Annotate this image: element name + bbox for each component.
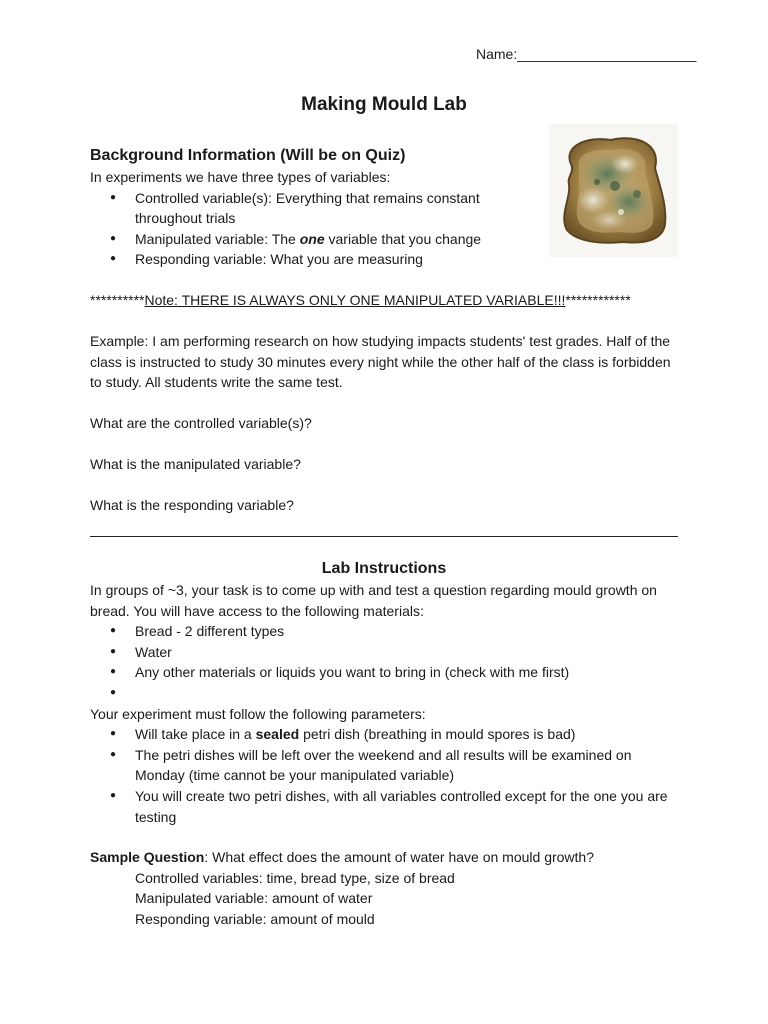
question-manipulated: What is the manipulated variable?: [90, 456, 301, 472]
background-intro: In experiments we have three types of variables:: [90, 169, 391, 185]
page-title: Making Mould Lab: [301, 94, 467, 115]
name-field-label: Name:_______________________: [476, 46, 697, 62]
important-note: [90, 290, 631, 310]
manipulated-definition-pre: Manipulated variable: The: [135, 230, 300, 247]
list-item: [90, 229, 530, 250]
list-item: ● Bread - 2 different types: [90, 621, 680, 642]
lab-instructions-heading: Lab Instructions: [321, 560, 447, 577]
sample-controlled: Controlled variables: time, bread type, size of bread: [135, 869, 455, 886]
sample-manipulated: Manipulated variable: amount of water: [135, 890, 373, 907]
section-divider: [90, 536, 678, 537]
list-item: [90, 188, 530, 229]
bread-illustration: [549, 124, 678, 257]
question-controlled: What are the controlled variable(s)?: [90, 415, 312, 431]
lab-intro: In groups of ~3, your task is to come up with and test a question regarding mould growth on bread. You will have access to the following materials:: [90, 582, 657, 619]
sample-question-text: : What effect does the amount of water have on mould growth?: [204, 849, 594, 865]
note-stars-end: ************: [565, 292, 631, 308]
sample-question: [90, 847, 680, 868]
lab-section: [90, 580, 680, 827]
example-paragraph: Example: I am performing research on how studying impacts students' test grades. Half of the class is instructed to study 30 minutes every night while the other half of the class is forbidden to study. All students write the same test.: [90, 333, 671, 391]
list-item: ● The petri dishes will be left over the weekend and all results will be examined on Monday (time cannot be your manipulated variable): [90, 745, 680, 786]
param-sealed-bold: sealed: [255, 726, 300, 743]
responding-definition: Responding variable: What you are measuring: [135, 251, 423, 268]
mouldy-bread-image: [549, 124, 678, 257]
controlled-definition-cont: throughout trials: [135, 210, 236, 227]
manipulated-emphasis: one: [299, 230, 325, 247]
controlled-definition: Controlled variable(s): Everything that remains constant: [135, 189, 480, 206]
list-item: ● Any other materials or liquids you want to bring in (check with me first): [90, 662, 680, 683]
background-section: [90, 167, 530, 270]
question-responding: What is the responding variable?: [90, 497, 294, 513]
manipulated-definition-post: variable that you change: [324, 230, 482, 247]
list-item: [90, 249, 530, 270]
sample-question-section: [90, 847, 680, 929]
variable-types-list: [90, 188, 530, 270]
note-text: Note: THERE IS ALWAYS ONLY ONE MANIPULATED VARIABLE!!!: [144, 292, 566, 308]
list-item: ● You will create two petri dishes, with all variables controlled except for the one you are testing: [90, 786, 680, 827]
list-item: [90, 724, 680, 745]
parameters-intro: Your experiment must follow the following parameters:: [90, 705, 426, 722]
note-stars-start: **********: [90, 292, 145, 308]
background-heading: Background Information (Will be on Quiz): [90, 147, 406, 164]
list-item: ● Water: [90, 642, 680, 663]
param-sealed-post: petri dish (breathing in mould spores is bad): [299, 726, 576, 743]
list-item: [90, 683, 680, 704]
materials-list: [90, 621, 680, 703]
param-sealed-pre: Will take place in a: [135, 726, 256, 743]
sample-question-label: Sample Question: [90, 849, 205, 865]
sample-responding: Responding variable: amount of mould: [135, 910, 375, 927]
parameters-list: [90, 724, 680, 827]
